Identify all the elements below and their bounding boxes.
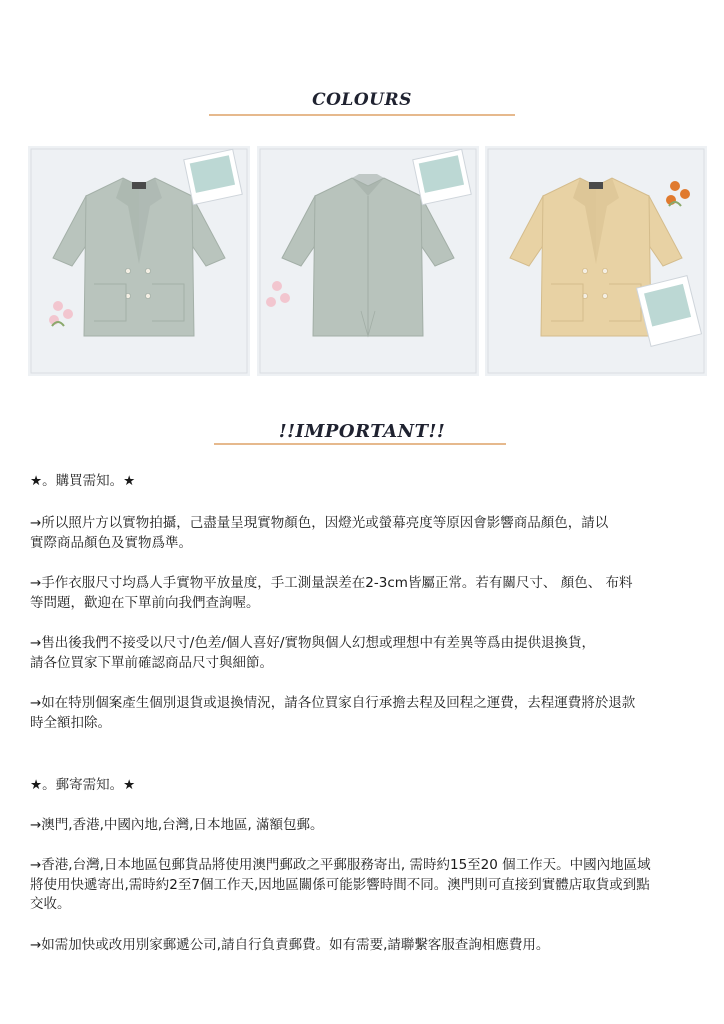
purchase-note-3: →售出後我們不接受以尺寸/色差/個人喜好/實物與個人幻想或理想中有差異等爲由提供退換貨， 請各位買家下單前確認商品尺寸與細節。	[30, 635, 595, 671]
important-heading: !!IMPORTANT!!	[278, 421, 446, 442]
shipping-note-3: →如需加快或改用別家郵遞公司,請自行負責郵費。如有需要,請聯繫客服查詢相應費用。	[30, 937, 550, 953]
purchase-note-4: →如在特別個案產生個別退貨或退換情況，請各位買家自行承擔去程及回程之運費，去程運費將於退款 時全額扣除。	[30, 695, 636, 731]
product-photo-back-grey	[257, 146, 479, 376]
colours-divider	[209, 114, 515, 116]
shipping-note-1: →澳門,香港,中國內地,台灣,日本地區, 滿額包郵。	[30, 817, 324, 833]
purchase-note-1: →所以照片方以實物拍攝，己盡量呈現實物顏色，因燈光或螢幕亮度等原因會影響商品顏色，請以 實際商品顏色及實物爲準。	[30, 515, 609, 551]
postcard-decoration	[413, 149, 471, 204]
product-photo-front-beige	[485, 146, 707, 376]
important-divider	[214, 443, 506, 445]
product-photo-front-grey	[28, 146, 250, 376]
colours-heading: COLOURS	[312, 90, 412, 110]
purchase-note-2: →手作衣服尺寸均爲人手實物平放量度，手工測量誤差在2-3cm皆屬正常。若有關尺寸、 顏色、 布料 等問題，歡迎在下單前向我們查詢喔。	[30, 575, 633, 611]
purchase-title: ★。購買需知。★	[30, 473, 136, 489]
shipping-note-2: →香港,台灣,日本地區包郵貨品將使用澳門郵政之平郵服務寄出, 需時約15至20 個工作天。中國內地區域 將使用快遞寄出,需時約2至7個工作天,因地區關係可能影響時間不同。澳門則可直接到實體店取貨或到點 交收。	[30, 857, 651, 912]
shipping-title: ★。郵寄需知。★	[30, 777, 136, 793]
postcard-decoration	[184, 149, 242, 204]
